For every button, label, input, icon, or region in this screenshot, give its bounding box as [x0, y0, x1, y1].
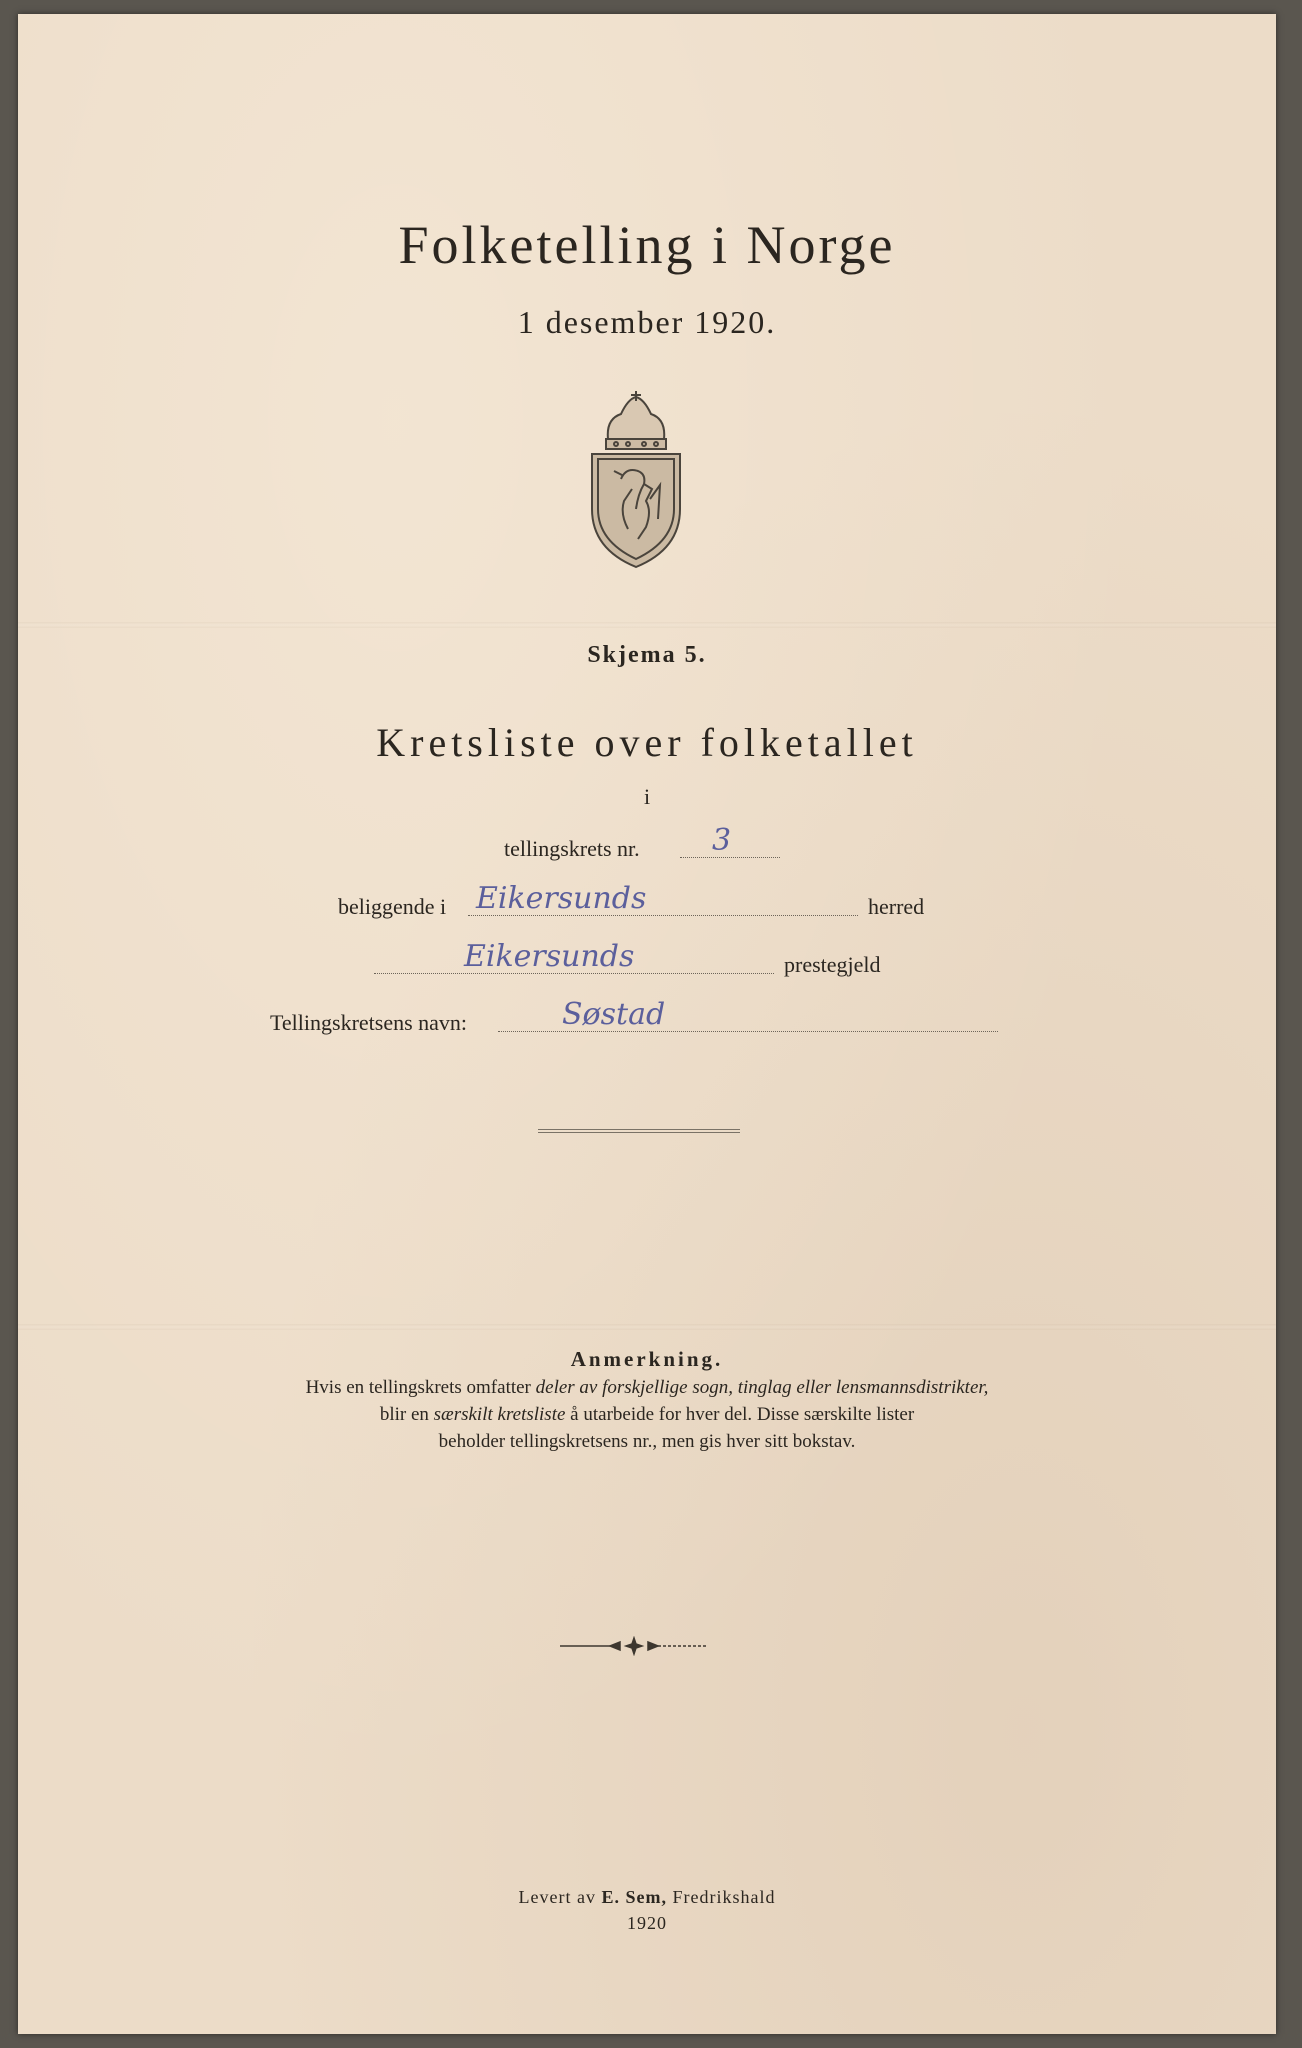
- ornament-divider-icon: [558, 1636, 710, 1656]
- note-line-2-text-end: å utarbeide for hver del. Disse særskilte lister: [565, 1404, 915, 1425]
- document-title: Folketelling i Norge: [398, 215, 896, 275]
- prestegjeld-label: prestegjeld: [784, 952, 881, 977]
- note-line-2-italic: særskilt kretsliste: [433, 1404, 566, 1425]
- connector-word: i: [643, 784, 651, 809]
- paper-fold: [18, 1324, 1276, 1330]
- beliggende-value: Eikersunds: [476, 881, 647, 916]
- printer-year: 1920: [627, 1913, 667, 1933]
- section-divider: [538, 1129, 740, 1133]
- printer-imprint: [18, 1884, 1276, 1936]
- beliggende-label: beliggende i: [338, 894, 447, 919]
- note-line-3: beholder tellingskretsens nr., men gis hver sitt bokstav.: [438, 1431, 856, 1452]
- printer-name: E. Sem,: [601, 1887, 667, 1907]
- printer-place: Fredrikshald: [666, 1887, 776, 1907]
- note-line-1-italic: deler av forskjellige sogn, tinglag eller lensmannsdistrikter,: [535, 1377, 989, 1398]
- tellingskrets-row: [504, 823, 804, 868]
- document-date: 1 desember 1920.: [517, 304, 777, 340]
- prestegjeld-value: Eikersunds: [464, 939, 635, 974]
- census-form-page: [18, 14, 1276, 2034]
- prestegjeld-row: [374, 939, 974, 984]
- note-heading: Anmerkning.: [570, 1347, 724, 1371]
- printer-line: [18, 1884, 1276, 1910]
- note-line-2-text: blir en: [379, 1404, 434, 1425]
- list-title: Kretsliste over folketallet: [376, 720, 918, 765]
- printer-prefix: Levert av: [518, 1887, 602, 1907]
- note-line-2: [18, 1401, 1276, 1428]
- navn-row: [270, 997, 1030, 1042]
- note-line-1: [18, 1374, 1276, 1401]
- note-line-1-text: Hvis en tellingskrets omfatter: [305, 1377, 536, 1398]
- paper-fold: [18, 622, 1276, 628]
- navn-label: Tellingskretsens navn:: [270, 1010, 468, 1035]
- note-text: [18, 1374, 1276, 1455]
- schema-number: Skjema 5.: [587, 642, 707, 668]
- herred-label: herred: [868, 894, 925, 919]
- tellingskrets-value: 3: [712, 823, 732, 858]
- norway-coat-of-arms-icon: [586, 389, 686, 569]
- beliggende-row: [338, 881, 978, 926]
- navn-value: Søstad: [562, 997, 666, 1032]
- tellingskrets-label: tellingskrets nr.: [504, 836, 640, 861]
